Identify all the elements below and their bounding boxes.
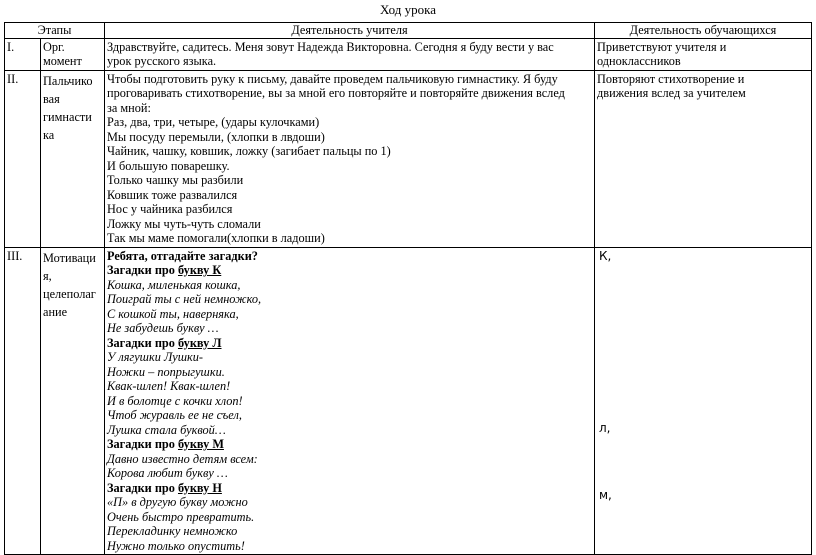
table-row <box>5 247 812 555</box>
answer-m: м, <box>599 487 612 502</box>
stage-line: Мотиваци <box>43 250 96 265</box>
students-line: движения вслед за учителем <box>597 86 746 100</box>
answer-k: К, <box>599 248 612 263</box>
teacher-cell <box>105 70 595 247</box>
teacher-line: Мы посуду перемыли, (хлопки в лвдоши) <box>107 129 325 144</box>
stage-line: Пальчико <box>43 73 93 88</box>
stage-line: гимнасти <box>43 109 92 124</box>
riddle-line: Поиграй ты с ней немножко, <box>107 292 262 306</box>
riddle-line: Не забудешь букву … <box>107 321 219 335</box>
riddle-heading <box>107 481 592 496</box>
students-line: Приветствуют учителя и <box>597 39 727 54</box>
riddle-line: У лягушки Лушки- <box>107 350 204 364</box>
students-cell <box>595 70 812 247</box>
stage-line: Орг. <box>43 39 65 54</box>
header-teacher: Деятельность учителя <box>105 23 595 39</box>
riddle-line: «П» в другую букву можно <box>107 495 248 509</box>
stage-line: момент <box>43 54 82 68</box>
riddle-line: Нужно только опустить! <box>107 538 245 553</box>
riddle-heading-letter: букву К <box>177 263 222 277</box>
row-number: I. <box>5 38 41 70</box>
riddle-line: Лушка стала буквой… <box>107 422 226 437</box>
lesson-plan-table <box>4 22 812 555</box>
row-number: II. <box>5 70 41 247</box>
stage-line: я, <box>43 268 52 283</box>
row-number: III. <box>5 247 41 555</box>
riddle-heading-letter: букву Н <box>177 480 222 495</box>
riddle-heading-letter: букву Л <box>177 335 222 350</box>
header-students: Деятельность обучающихся <box>595 23 812 39</box>
riddle-heading-prefix: Загадки про <box>107 263 178 277</box>
students-answers-cell <box>595 247 812 555</box>
teacher-line: проговаривать стихотворение, вы за мной его повторяйте и повторяйте движения вслед <box>107 86 565 100</box>
riddle-line: Очень быстро превратить. <box>107 509 255 524</box>
stage-line: ание <box>43 304 68 319</box>
teacher-line: Только чашку мы разбили <box>107 173 244 187</box>
students-line: одноклассников <box>597 54 681 68</box>
stage-cell <box>41 70 105 247</box>
answer-l: л, <box>599 420 611 435</box>
teacher-cell <box>105 38 595 70</box>
teacher-line: Ложку мы чуть-чуть сломали <box>107 216 261 231</box>
riddle-line: Чтоб журавль ее не съел, <box>107 408 242 422</box>
students-line: Повторяют стихотворение и <box>597 71 745 86</box>
teacher-line: И большую поварешку. <box>107 158 230 173</box>
teacher-cell <box>105 247 595 555</box>
riddle-line: Квак-шлеп! Квак-шлеп! <box>107 379 231 393</box>
teacher-line: Нос у чайника разбился <box>107 202 233 216</box>
students-cell <box>595 38 812 70</box>
riddle-heading-prefix: Загадки про <box>107 480 178 495</box>
riddle-line: Ножки – попрыгушки. <box>107 364 225 379</box>
riddle-line: И в болотце с кочки хлоп! <box>107 393 243 408</box>
table-row <box>5 70 812 247</box>
stage-cell <box>41 38 105 70</box>
teacher-line: Здравствуйте, садитесь. Меня зовут Надежда Викторовна. Сегодня я буду вести у вас <box>107 39 554 54</box>
riddle-line: Перекладинку немножко <box>107 524 238 538</box>
riddle-heading-letter: букву М <box>177 437 224 451</box>
stage-line: целеполаг <box>43 286 96 301</box>
riddle-line: Кошка, миленькая кошка, <box>107 277 241 292</box>
table-header-row <box>5 23 812 39</box>
riddle-heading <box>107 336 592 351</box>
riddle-heading <box>107 263 592 278</box>
riddle-line: Давно известно детям всем: <box>107 451 258 466</box>
riddle-intro: Ребята, отгадайте загадки? <box>107 248 258 263</box>
teacher-line: Так мы маме помогали(хлопки в ладоши) <box>107 231 325 245</box>
teacher-line: за мной: <box>107 100 151 115</box>
table-row <box>5 38 812 70</box>
stage-line: вая <box>43 91 60 106</box>
header-stages: Этапы <box>5 23 105 39</box>
teacher-line: Чтобы подготовить руку к письму, давайте проведем пальчиковую гимнастику. Я буду <box>107 71 558 86</box>
riddle-heading <box>107 437 592 452</box>
stage-line: ка <box>43 127 55 142</box>
stage-cell <box>41 247 105 555</box>
lesson-title: Ход урока <box>380 2 436 17</box>
riddle-heading-prefix: Загадки про <box>107 437 178 451</box>
riddle-line: Корова любит букву … <box>107 466 228 480</box>
teacher-line: урок русского языка. <box>107 54 217 68</box>
teacher-line: Чайник, чашку, ковшик, ложку (загибает пальцы по 1) <box>107 144 391 158</box>
riddle-line: С кошкой ты, наверняка, <box>107 306 239 321</box>
teacher-line: Раз, два, три, четыре, (удары кулочками) <box>107 115 320 129</box>
teacher-line: Ковшик тоже развалился <box>107 187 238 202</box>
riddle-heading-prefix: Загадки про <box>107 335 178 350</box>
